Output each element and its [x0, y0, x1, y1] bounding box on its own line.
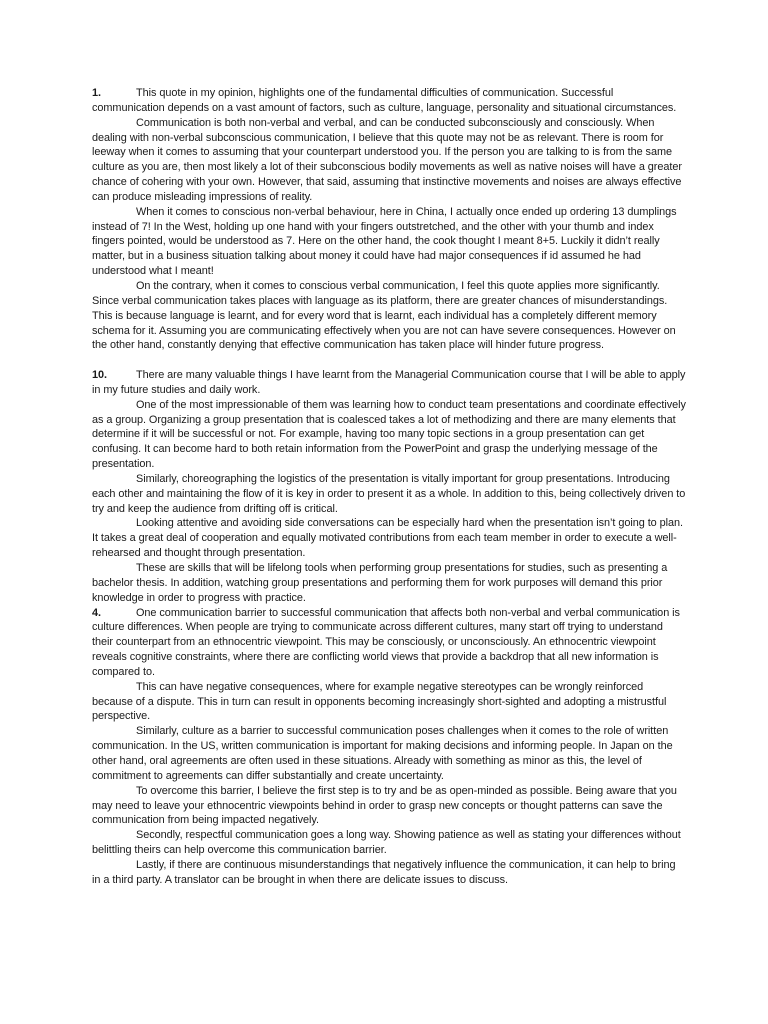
section-1 [92, 86, 686, 353]
paragraph: On the contrary, when it comes to conscious verbal communication, I feel this quote applies more significantly. Since verbal communication takes places with language as its platform, there are greater chances of misunderstandings. This is because language is learnt, and for every word that is learnt, each individual has a completely different memory schema for it. Assuming you are communicating effectively when you are not can have severe consequences. However on the other hand, constantly denying that effective communication has taken place will hinder future progress. [92, 279, 676, 352]
section-10 [92, 368, 686, 606]
section-10-first-paragraph [92, 368, 686, 398]
paragraph: Secondly, respectful communication goes a long way. Showing patience as well as stating your differences without belittling theirs can help overcome this communication barrier. [92, 829, 681, 857]
section-4 [92, 606, 686, 888]
paragraph: Lastly, if there are continuous misunderstandings that negatively influence the communication, it can help to bring in a third party. A translator can be brought in when there are delicate issues to discuss. [92, 858, 676, 886]
section-number: 10. [92, 369, 107, 382]
paragraph: One of the most impressionable of them was learning how to conduct team presentations and coordinate effectively as a group. Organizing a group presentation that is coalesced takes a lot of methodizing and there are many elements that determine if it will be successful or not. For example, having too many topic sections in a group presentation can get confusing. It can become hard to both retain information from the PowerPoint and grasp the underlying message of the presentation. [92, 398, 686, 471]
paragraph: These are skills that will be lifelong tools when performing group presentations for studies, such as presenting a bachelor thesis. In addition, watching group presentations and performing them for work purposes will demand this prior knowledge in order to progress with practice. [92, 562, 668, 604]
paragraph: Communication is both non-verbal and verbal, and can be conducted subconsciously and consciously. When dealing with non-verbal subconscious communication, I believe that this quote may not be as relevant. There is room for leeway when it comes to assuming that your counterpart understood you. If the person you are talking to is from the same culture as you are, then most likely a lot of their subconscious bodily movements as well as native noises will have a greater chance of cohering with your own. However, that said, assuming that instinctive movements and noises are always effective can produce misleading impressions of reality. [92, 116, 682, 203]
paragraph: To overcome this barrier, I believe the first step is to try and be as open-minded as possible. Being aware that you may need to leave your ethnocentric viewpoints behind in order to grasp new concepts or thought patterns can save the communication from being impacted negatively. [92, 784, 677, 827]
section-number: 4. [92, 606, 101, 619]
document-page [92, 86, 686, 888]
section-1-first-paragraph [92, 86, 686, 116]
paragraph: Similarly, choreographing the logistics of the presentation is vitally important for group presentations. Introducing each other and maintaining the flow of it is key in order to present it as a whole. In addition to this, being collectively driven to try and keep the audience from drifting off is critical. [92, 472, 686, 515]
paragraph-text: One communication barrier to successful communication that affects both non-verbal and verbal communication is culture differences. When people are trying to communicate across different cultures, many start off trying to understand their counterpart from an ethnocentric viewpoint. This may be consciously, or unconsciously. An ethnocentric viewpoint reveals cognitive constraints, where there are conflicting world views that provide a backdrop that all new information is compared to. [92, 606, 680, 678]
section-4-first-paragraph [92, 606, 686, 680]
paragraph: When it comes to conscious non-verbal behaviour, here in China, I actually once ended up ordering 13 dumplings instead of 7! In the West, holding up one hand with your fingers outstretched, and the other with your thumb and index fingers pointed, would be understood as 7. Here on the other hand, the cook thought I meant 8+5. Luckily it didn’t really matter, but in a business situation talking about money it could have had major consequences if id assumed he had understood what I meant! [92, 205, 677, 278]
paragraph: This can have negative consequences, where for example negative stereotypes can be wrongly reinforced because of a dispute. This in turn can result in opponents becoming increasingly short-sighted and adopting a mistrustful perspective. [92, 680, 667, 723]
paragraph-text: This quote in my opinion, highlights one of the fundamental difficulties of communication. Successful communication depends on a vast amount of factors, such as culture, language, personality and situational circumstances. [92, 87, 677, 114]
section-number: 1. [92, 87, 101, 99]
paragraph: Similarly, culture as a barrier to successful communication poses challenges when it comes to the role of written communication. In the US, written communication is important for making decisions and informing people. In Japan on the other hand, oral agreements are often used in these situations. Already with something as minor as this, the level of commitment to agreements can differ substantially and create uncertainty. [92, 725, 673, 782]
paragraph: Looking attentive and avoiding side conversations can be especially hard when the presentation isn’t going to plan. It takes a great deal of cooperation and equally motivated contributions from each team member in order to execute a well-rehearsed and thought through presentation. [92, 517, 684, 560]
paragraph-text: There are many valuable things I have learnt from the Managerial Communication course that I will be able to apply in my future studies and daily work. [92, 369, 686, 396]
